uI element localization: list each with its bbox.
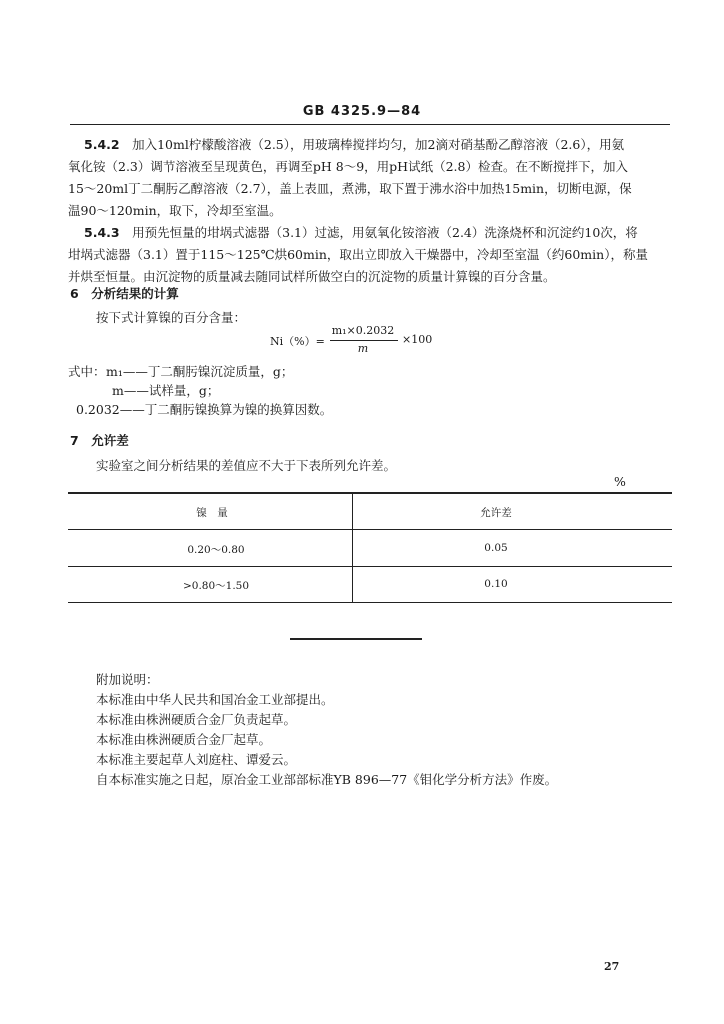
notes-line: 本标准由株洲硬质合金厂负责起草。 <box>96 712 297 727</box>
section-5-4-3 <box>68 222 674 288</box>
paragraph-line: 坩埚式滤器（3.1）置于115～125℃烘60min，取出立即放入干燥器中，冷却至室温（约60min），称量 <box>68 247 648 262</box>
notes-line: 本标准由株洲硬质合金厂起草。 <box>96 732 272 747</box>
definition-m1: m₁——丁二酮肟镍沉淀质量，g； <box>106 364 294 379</box>
definition-factor: 0.2032——丁二酮肟镍换算为镍的换算因数。 <box>76 402 333 417</box>
formula-factor: ×100 <box>402 333 433 346</box>
formula-intro: 按下式计算镍的百分含量： <box>96 310 247 325</box>
section-5-4-2 <box>68 134 674 222</box>
paragraph-line: 加入10ml柠檬酸溶液（2.5），用玻璃棒搅拌均匀，加2滴对硝基酚乙醇溶液（2.6），用氨 <box>132 137 625 152</box>
paragraph-line: 温90～120min，取下，冷却至室温。 <box>68 203 282 218</box>
section-number: 5.4.3 <box>84 225 120 240</box>
header-rule <box>70 124 670 125</box>
table-cell: 0.10 <box>484 578 508 590</box>
tolerance-intro: 实验室之间分析结果的差值应不大于下表所列允许差。 <box>96 458 397 473</box>
table-unit: % <box>614 474 626 489</box>
notes-title: 附加说明： <box>96 672 159 687</box>
fraction-bar <box>330 340 398 341</box>
table-cell: 0.05 <box>484 542 508 554</box>
paragraph-line: 并烘至恒量。由沉淀物的质量减去随同试样所做空白的沉淀物的质量计算镍的百分含量。 <box>68 269 556 284</box>
table-cell: 0.20～0.80 <box>187 544 245 556</box>
notes-line: 自本标准实施之日起，原冶金工业部部标准YB 896—77《钼化学分析方法》作废。 <box>96 772 558 787</box>
formula-lhs: Ni（%）= <box>270 335 325 348</box>
document-header: GB 4325.9—84 <box>302 104 422 119</box>
table-header-tolerance: 允许差 <box>480 507 512 519</box>
section-7-title: 7 允许差 <box>70 433 129 448</box>
notes-line: 本标准由中华人民共和国冶金工业部提出。 <box>96 692 334 707</box>
table-row-rule <box>68 566 672 567</box>
section-6-title: 6 分析结果的计算 <box>70 286 179 301</box>
end-separator <box>290 638 422 640</box>
formula-denominator: m <box>357 342 369 355</box>
table-header-nickel: 镍 量 <box>196 507 228 519</box>
table-cell: >0.80～1.50 <box>182 580 250 592</box>
formula-where: 式中： <box>68 364 106 379</box>
table-top-rule <box>68 492 672 494</box>
table-bottom-rule <box>68 602 672 603</box>
section-number: 5.4.2 <box>84 137 120 152</box>
paragraph-line: 氧化铵（2.3）调节溶液至呈现黄色，再调至pH 8～9，用pH试纸（2.8）检查。在不断搅拌下，加入 <box>68 159 628 174</box>
formula-numerator: m₁×0.2032 <box>331 324 395 337</box>
table-header-rule <box>68 529 672 530</box>
page-number: 27 <box>604 960 620 973</box>
paragraph-line: 用预先恒量的坩埚式滤器（3.1）过滤，用氨氧化铵溶液（2.4）洗涤烧杯和沉淀约10次，将 <box>132 225 638 240</box>
paragraph-line: 15～20ml丁二酮肟乙醇溶液（2.7），盖上表皿，煮沸，取下置于沸水浴中加热15min，切断电源，保 <box>68 181 632 196</box>
notes-line: 本标准主要起草人刘庭柱、谭爱云。 <box>96 752 297 767</box>
definition-m: m——试样量，g； <box>112 383 220 398</box>
